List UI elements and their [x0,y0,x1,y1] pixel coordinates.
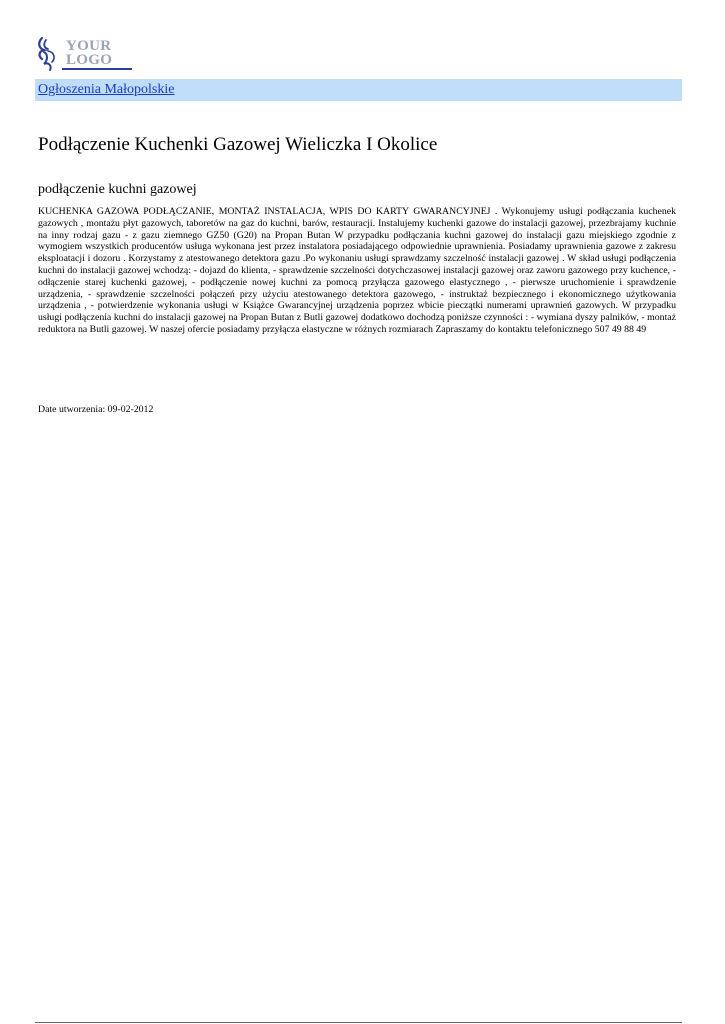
header-link[interactable]: Ogłoszenia Małopolskie [38,82,175,97]
creation-date: Date utworzenia: 09-02-2012 [38,404,154,415]
logo-text [66,39,112,67]
page-title: Podłączenie Kuchenki Gazowej Wieliczka I Okolice [38,134,438,155]
logo-underline [62,68,132,70]
page-subtitle: podłączenie kuchni gazowej [38,182,197,197]
logo-swirl-icon [36,36,64,72]
logo-line-2: LOGO [66,52,113,68]
header-bar [35,79,682,101]
logo [36,36,132,72]
article-body: KUCHENKA GAZOWA PODŁĄCZANIE, MONTAŻ INSTALACJA, WPIS DO KARTY GWARANCYJNEJ . Wykonujemy usługi podłączania kuchenek gazowych , montażu płyt gazowych, taboretów na gaz do kuchni, barów, restauracji. Instalujemy kuchenki gazowe do instalacji gazowej, przezbrajamy kuchnie na inny rodzaj gazu - z gazu ziemnego GZ50 (G20) na Propan Butan W przypadku podłączania kuchni gazowej do instalacji gazu miejskiego zgodnie z wymogiem wszystkich producentów usługa wykonana jest przez instalatora posiadającego odpowiednie uprawnienia. Posiadamy uprawnienia gazowe z zakresu eksploatacji i dozoru . Korzystamy z atestowanego detektora gazu .Po wykonaniu usługi sprawdzamy szczelność instalacji gazowej . W skład usługi podłączenia kuchni do instalacji gazowej wchodzą: - dojazd do klienta, - sprawdzenie szczelności dotychczasowej instalacji gazowej oraz zaworu gazowego przy kuchence, - odłączenie starej kuchenki gazowej, - podłączenie nowej kuchni za pomocą przyłącza gazowego elastycznego , - pierwsze uruchomienie i sprawdzenie urządzenia, - sprawdzenie szczelności połączeń przy użyciu atestowanego detektora gazowego, - instruktaż bezpiecznego i ekonomicznego użytkowania urządzenia , - potwierdzenie wykonania usługi w Książce Gwarancyjnej urządzenia poprzez wbicie pieczątki numerami uprawnień gazowych. W przypadku usługi podłączenia kuchni do instalacji gazowej na Propan Butan z Butli gazowej dodatkowo dochodzą poniższe czynności : - wymiana dyszy palników, - montaż reduktora na Butli gazowej. W naszej ofercie posiadamy przyłącza elastyczne w różnych rozmiarach Zapraszamy do kontaktu telefonicznego 507 49 88 49 [38,206,676,335]
logo-line-1: YOUR [66,38,112,54]
footer-divider [35,1022,682,1023]
